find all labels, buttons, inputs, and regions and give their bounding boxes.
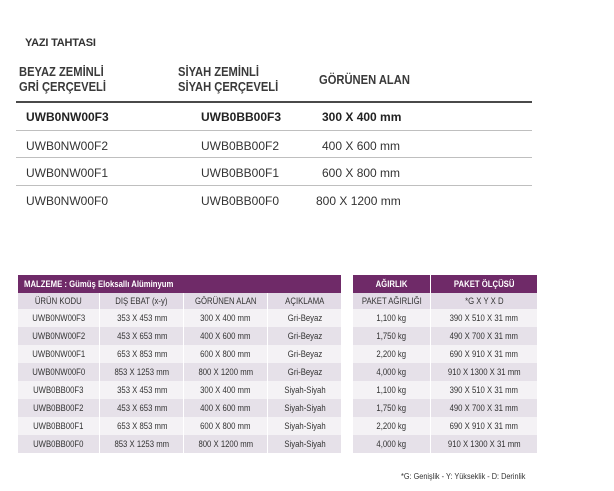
table-row: 1,100 kg 390 X 510 X 31 mm [353,309,538,327]
col-package-size: *G X Y X D [431,293,538,309]
table-row [16,102,532,131]
table-row: UWB0BB00F2 453 X 653 mm 400 X 600 mm Siyah-Siyah [18,399,342,417]
table-row: 1,750 kg 490 X 700 X 31 mm [353,399,538,417]
table-row: UWB0BB00F3 353 X 453 mm 300 X 400 mm Siyah-Siyah [18,381,342,399]
material-label: MALZEME : Gümüş Eloksallı Alüminyum [18,275,342,293]
col-visible-area: GÖRÜNEN ALAN [184,293,268,309]
size-title: PAKET ÖLÇÜSÜ [431,275,538,293]
weight-title: AĞIRLIK [353,275,431,293]
table-row [16,131,532,160]
table-row: UWB0NW00F2 453 X 653 mm 400 X 600 mm Gri-Beyaz [18,327,342,345]
black-code: UWB0BB00F1 [201,166,280,180]
table-row: 4,000 kg 910 X 1300 X 31 mm [353,363,538,381]
white-code: UWB0NW00F3 [26,110,109,124]
visible-area: 300 X 400 mm [322,110,402,124]
table-row: 1,100 kg 390 X 510 X 31 mm [353,381,538,399]
visible-area: 400 X 600 mm [322,139,401,153]
table-row: 2,200 kg 690 X 910 X 31 mm [353,345,538,363]
table-row: 2,200 kg 690 X 910 X 31 mm [353,417,538,435]
header-white-board: BEYAZ ZEMİNLİ GRİ ÇERÇEVELİ [19,64,106,94]
table-row: UWB0BB00F1 653 X 853 mm 600 X 800 mm Siyah-Siyah [18,417,342,435]
header-black-board: SİYAH ZEMİNLİ SİYAH ÇERÇEVELİ [178,64,279,94]
white-code: UWB0NW00F2 [26,139,109,153]
package-table [353,275,538,453]
col-package-weight: PAKET AĞIRLIĞI [353,293,431,309]
spec-table [18,275,342,453]
col-description: AÇIKLAMA [268,293,342,309]
black-code: UWB0BB00F2 [201,139,280,153]
white-code: UWB0NW00F1 [26,166,109,180]
col-product-code: ÜRÜN KODU [18,293,100,309]
table-row: UWB0NW00F0 853 X 1253 mm 800 X 1200 mm Gri-Beyaz [18,363,342,381]
visible-area: 600 X 800 mm [322,166,401,180]
footnote: *G: Genişlik - Y: Yükseklik - D: Derinlik [401,471,526,481]
black-code: UWB0BB00F3 [201,110,282,124]
table-row [16,158,532,187]
white-code: UWB0NW00F0 [26,194,109,208]
black-code: UWB0BB00F0 [201,194,280,208]
table-row: UWB0BB00F0 853 X 1253 mm 800 X 1200 mm Siyah-Siyah [18,435,342,453]
section-title: YAZI TAHTASI [25,37,96,49]
header-visible-area: GÖRÜNEN ALAN [319,72,410,87]
table-row: 1,750 kg 490 X 700 X 31 mm [353,327,538,345]
table-row: UWB0NW00F3 353 X 453 mm 300 X 400 mm Gri-Beyaz [18,309,342,327]
table-row: 4,000 kg 910 X 1300 X 31 mm [353,435,538,453]
col-outer-size: DIŞ EBAT (x-y) [100,293,184,309]
table-row [16,186,532,215]
visible-area: 800 X 1200 mm [316,194,401,208]
table-row: UWB0NW00F1 653 X 853 mm 600 X 800 mm Gri-Beyaz [18,345,342,363]
